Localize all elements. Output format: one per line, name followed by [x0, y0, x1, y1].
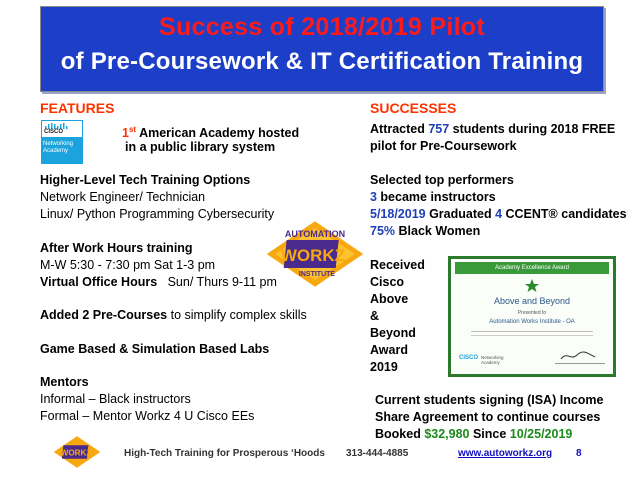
- award-word-7: 2019: [370, 360, 398, 374]
- award-word-1: Received: [370, 258, 425, 272]
- signature-line: [555, 363, 605, 364]
- training-option-2: Linux/ Python Programming Cybersecurity: [40, 207, 275, 221]
- footer-logo-text: WORKZ: [60, 448, 92, 458]
- women-percent: 75%: [370, 224, 396, 238]
- award-word-6: Award: [370, 343, 408, 357]
- precourses-line: [40, 307, 307, 324]
- graduated-count: 4: [495, 207, 503, 221]
- certificate-header: Academy Excellence Award: [455, 262, 609, 274]
- title-banner: [40, 6, 604, 92]
- footer-logo: [52, 432, 102, 472]
- logo-line1: AUTOMATION: [284, 229, 346, 239]
- attracted-line-2: pilot for Pre-Coursework: [370, 139, 517, 153]
- footer-website-link[interactable]: [458, 448, 552, 459]
- instructors-count: 3: [370, 190, 377, 204]
- precourses-bold: Added 2 Pre-Courses: [40, 308, 168, 322]
- banner-title-line1: Success of 2018/2019 Pilot: [158, 13, 486, 41]
- star-medal-icon: [525, 279, 539, 293]
- mentors-informal: Informal – Black instructors: [40, 392, 191, 406]
- training-options-title: Higher-Level Tech Training Options: [40, 173, 251, 187]
- award-word-2: Cisco: [370, 275, 405, 289]
- cisco-networking-academy-logo: [41, 120, 83, 164]
- academy-line-1-text: American Academy hosted: [136, 126, 300, 141]
- booked-date: 10/25/2019: [509, 427, 573, 441]
- certificate-divider-2: [471, 335, 593, 336]
- instructors-line: [370, 189, 496, 206]
- isa-line-2: Share Agreement to continue courses: [375, 410, 601, 424]
- footer-phone: 313-444-4885: [346, 448, 409, 459]
- booked-line: [375, 426, 572, 443]
- graduated-line: [370, 206, 627, 223]
- page-number: 8: [576, 448, 582, 459]
- academy-ordinal-num: 1: [122, 126, 129, 141]
- certificate-recipient: Automation Works Institute - OA: [489, 319, 575, 325]
- selected-line: Selected top performers: [370, 173, 514, 187]
- attracted-b: students during 2018 FREE: [449, 122, 616, 136]
- signature-icon: [559, 349, 599, 363]
- mentors-formal: Formal – Mentor Workz 4 U Cisco EEs: [40, 409, 255, 423]
- banner-title-line2: of Pre-Coursework & IT Certification Training: [60, 48, 584, 75]
- graduated-date: 5/18/2019: [370, 207, 426, 221]
- cisco-logo-sub1: Networking: [43, 141, 74, 147]
- logo-line2: WORKZ: [280, 246, 346, 265]
- after-work-title: After Work Hours training: [40, 241, 193, 255]
- automation-workz-logo: [263, 218, 367, 290]
- booked-amount: $32,980: [424, 427, 470, 441]
- attracted-line-1: [370, 121, 615, 138]
- academy-ordinal-suffix: st: [128, 125, 137, 134]
- attracted-count: 757: [428, 122, 450, 136]
- training-option-1: Network Engineer/ Technician: [40, 190, 206, 204]
- footer-url-text[interactable]: www.autoworkz.org: [458, 448, 553, 459]
- labs-line: Game Based & Simulation Based Labs: [40, 342, 270, 356]
- booked-a: Booked: [375, 427, 425, 441]
- footer-tagline: High-Tech Training for Prosperous ‘Hoods: [124, 448, 325, 459]
- women-line: [370, 223, 480, 240]
- award-word-3: Above: [370, 292, 409, 306]
- cisco-logo-sub2: Academy: [43, 148, 69, 154]
- certificate-brand-sub: Networking Academy: [481, 355, 504, 365]
- award-certificate: [448, 256, 616, 377]
- attracted-a: Attracted: [370, 122, 429, 136]
- office-hours-label: Virtual Office Hours: [40, 275, 158, 289]
- isa-line-1: Current students signing (ISA) Income: [375, 393, 604, 407]
- certificate-title: Above and Beyond: [493, 296, 571, 306]
- logo-line3: INSTITUTE: [298, 271, 336, 278]
- graduated-b: CCENT® candidates: [502, 207, 627, 221]
- cisco-logo-brand: CISCO: [44, 129, 64, 135]
- award-word-5: Beyond: [370, 326, 416, 340]
- certificate-presented: Presented to: [517, 310, 547, 316]
- booked-b: Since: [469, 427, 510, 441]
- academy-line-2: in a public library system: [125, 140, 276, 154]
- certificate-divider: [471, 331, 593, 332]
- women-rest: Black Women: [395, 224, 481, 238]
- graduated-a: Graduated: [425, 207, 496, 221]
- office-hours: [40, 274, 277, 291]
- certificate-brand: CISCO: [459, 355, 479, 361]
- instructors-rest: became instructors: [376, 190, 496, 204]
- office-hours-value: Sun/ Thurs 9-11 pm: [167, 275, 277, 289]
- mentors-title: Mentors: [40, 375, 89, 389]
- award-word-4: &: [370, 309, 380, 323]
- precourses-rest: to simplify complex skills: [167, 308, 307, 322]
- successes-heading: SUCCESSES: [370, 100, 457, 116]
- features-heading: FEATURES: [40, 100, 115, 116]
- after-work-schedule: M-W 5:30 - 7:30 pm Sat 1-3 pm: [40, 258, 216, 272]
